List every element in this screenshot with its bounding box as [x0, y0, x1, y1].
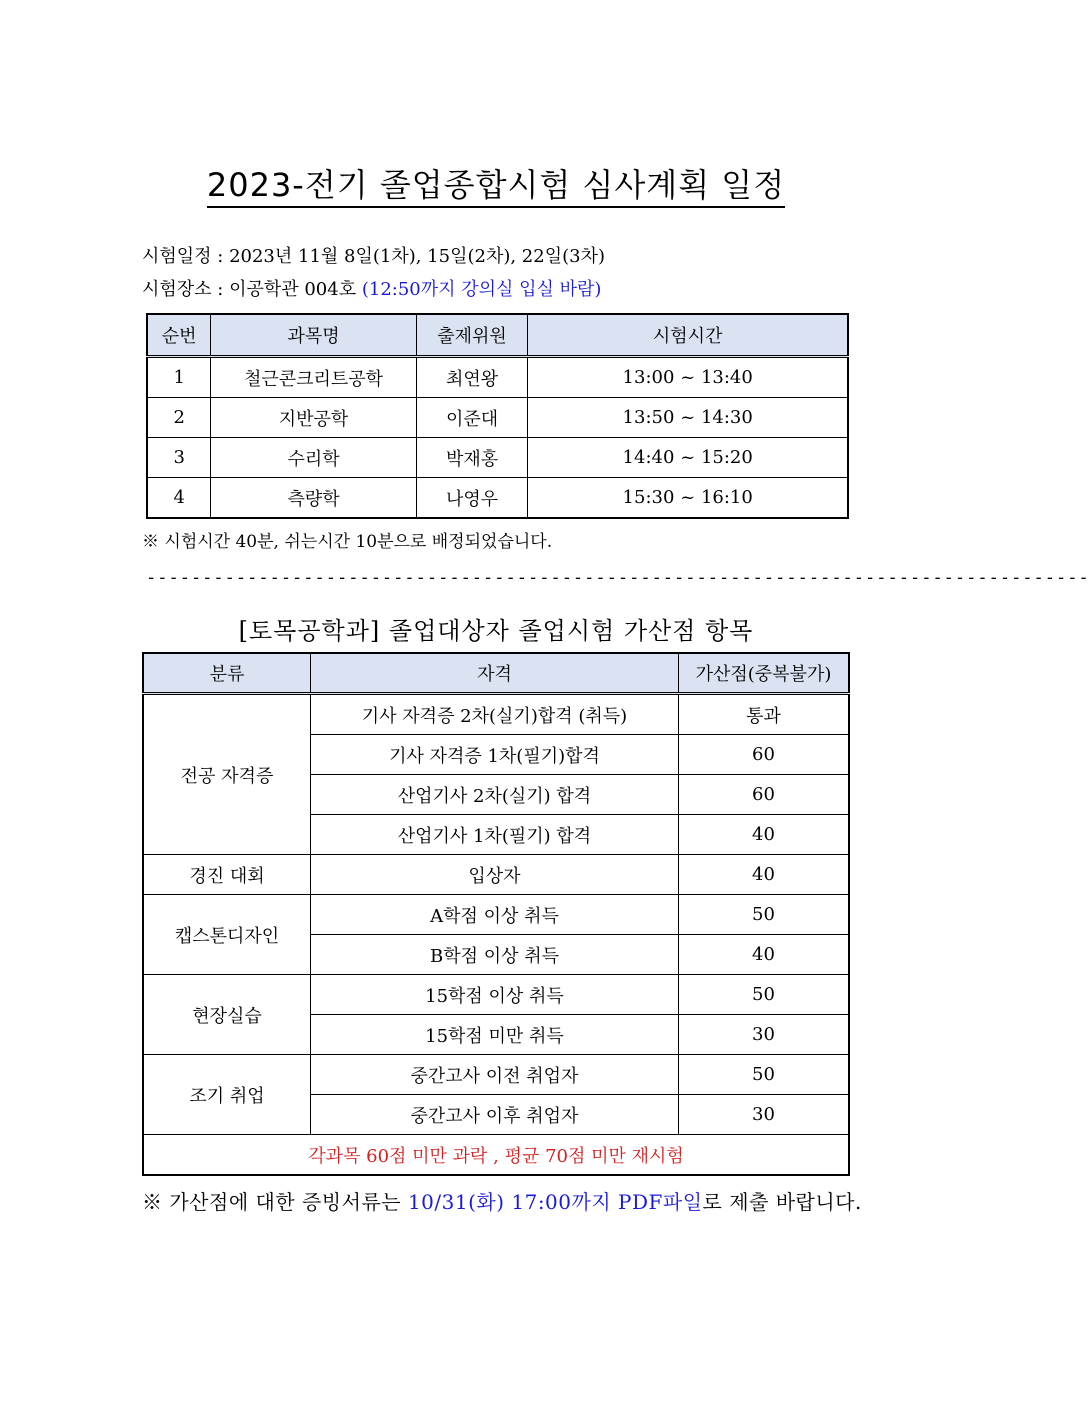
category-cell: 현장실습	[143, 975, 311, 1055]
table-row	[143, 1055, 849, 1095]
table-footer-row	[143, 1135, 849, 1176]
table-row	[147, 478, 848, 519]
points-cell: 50	[678, 895, 849, 935]
points-cell: 40	[678, 855, 849, 895]
points-cell: 60	[678, 735, 849, 775]
qualification-cell: 입상자	[311, 855, 679, 895]
qualification-cell: 산업기사 1차(필기) 합격	[311, 815, 679, 855]
row-number: 3	[147, 438, 211, 478]
exam-place-note: (12:50까지 강의실 입실 바람)	[361, 279, 602, 300]
bonus-section-title: [토목공학과] 졸업대상자 졸업시험 가산점 항목	[238, 617, 754, 645]
exam-place-label: 시험장소	[142, 279, 212, 300]
table-header-row	[143, 653, 849, 694]
header-points: 가산점(중복불가)	[678, 653, 849, 694]
qualification-cell: 기사 자격증 1차(필기)합격	[311, 735, 679, 775]
page-title: 2023-전기 졸업종합시험 심사계획 일정	[0, 160, 992, 206]
exam-schedule-table	[146, 313, 849, 519]
row-number: 4	[147, 478, 211, 519]
section-divider: ------------------------------------------------------------------------------------	[146, 568, 1090, 588]
table-row	[143, 975, 849, 1015]
exam-date-label: 시험일정	[142, 246, 212, 267]
exam-place-value: 이공학관 004호	[229, 279, 357, 300]
row-examiner: 나영우	[416, 478, 528, 519]
row-examiner: 이준대	[416, 398, 528, 438]
row-subject: 철근콘크리트공학	[211, 357, 416, 398]
qualification-cell: 산업기사 2차(실기) 합격	[311, 775, 679, 815]
points-cell: 50	[678, 1055, 849, 1095]
row-number: 1	[147, 357, 211, 398]
row-examiner: 최연왕	[416, 357, 528, 398]
table-row	[143, 855, 849, 895]
row-number: 2	[147, 398, 211, 438]
row-time: 13:00 ~ 13:40	[528, 357, 848, 398]
row-time: 13:50 ~ 14:30	[528, 398, 848, 438]
qualification-cell: 기사 자격증 2차(실기)합격 (취득)	[311, 694, 679, 735]
qualification-cell: 중간고사 이전 취업자	[311, 1055, 679, 1095]
header-subject: 과목명	[211, 314, 416, 357]
exam-time-note: ※ 시험시간 40분, 쉬는시간 10분으로 배정되었습니다.	[142, 532, 553, 552]
table-row	[147, 398, 848, 438]
points-cell: 30	[678, 1095, 849, 1135]
bonus-points-table	[142, 652, 850, 1176]
submission-deadline: 10/31(화) 17:00까지 PDF파일	[407, 1190, 703, 1214]
submission-note-prefix: ※ 가산점에 대한 증빙서류는	[142, 1190, 408, 1214]
header-time: 시험시간	[528, 314, 848, 357]
category-cell: 전공 자격증	[143, 694, 311, 855]
table-row	[147, 438, 848, 478]
row-subject: 측량학	[211, 478, 416, 519]
table-header-row	[147, 314, 848, 357]
header-number: 순번	[147, 314, 211, 357]
submission-note	[142, 1186, 862, 1215]
points-cell: 통과	[678, 694, 849, 735]
exam-place-line: 시험장소 : 이공학관 004호 (12:50까지 강의실 입실 바람)	[142, 279, 602, 300]
table-row	[143, 895, 849, 935]
points-cell: 40	[678, 935, 849, 975]
row-subject: 지반공학	[211, 398, 416, 438]
category-cell: 캡스톤디자인	[143, 895, 311, 975]
submission-note-suffix: 로 제출 바랍니다.	[702, 1190, 862, 1214]
row-time: 15:30 ~ 16:10	[528, 478, 848, 519]
row-time: 14:40 ~ 15:20	[528, 438, 848, 478]
qualification-cell: 15학점 미만 취득	[311, 1015, 679, 1055]
points-cell: 60	[678, 775, 849, 815]
points-cell: 30	[678, 1015, 849, 1055]
table-row	[143, 694, 849, 735]
qualification-cell: 중간고사 이후 취업자	[311, 1095, 679, 1135]
failing-criteria-note: 각과목 60점 미만 과락 , 평균 70점 미만 재시험	[143, 1135, 849, 1176]
header-category: 분류	[143, 653, 311, 694]
qualification-cell: 15학점 이상 취득	[311, 975, 679, 1015]
qualification-cell: A학점 이상 취득	[311, 895, 679, 935]
header-qualification: 자격	[311, 653, 679, 694]
points-cell: 40	[678, 815, 849, 855]
category-cell: 경진 대회	[143, 855, 311, 895]
row-examiner: 박재홍	[416, 438, 528, 478]
header-examiner: 출제위원	[416, 314, 528, 357]
table-row	[147, 357, 848, 398]
points-cell: 50	[678, 975, 849, 1015]
category-cell: 조기 취업	[143, 1055, 311, 1135]
row-subject: 수리학	[211, 438, 416, 478]
exam-date-line: 시험일정 : 2023년 11월 8일(1차), 15일(2차), 22일(3차)	[142, 246, 605, 267]
exam-date-value: 2023년 11월 8일(1차), 15일(2차), 22일(3차)	[229, 246, 605, 267]
qualification-cell: B학점 이상 취득	[311, 935, 679, 975]
